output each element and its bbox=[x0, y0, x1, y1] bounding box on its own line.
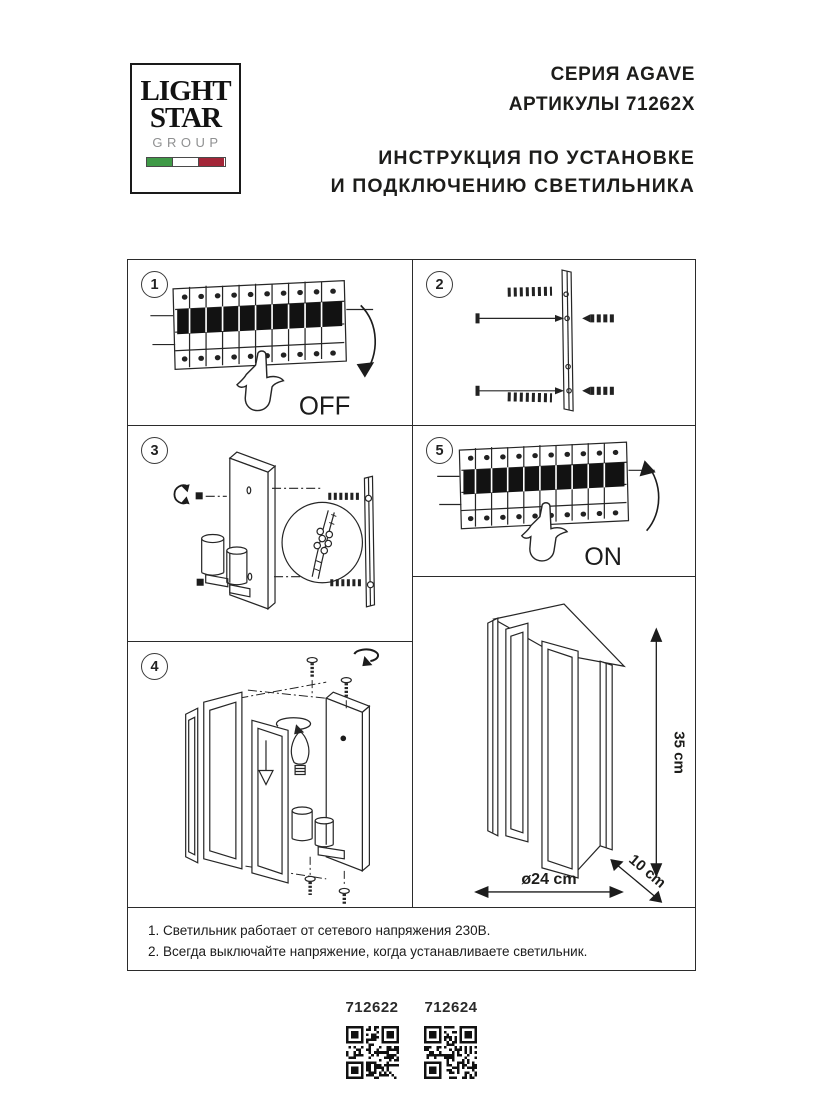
upper-screw bbox=[476, 313, 617, 323]
circuit-breaker-on-illustration bbox=[413, 426, 695, 576]
step-panel-1 bbox=[128, 260, 413, 426]
step-number-badge: 2 bbox=[426, 271, 453, 298]
off-label: OFF bbox=[298, 392, 351, 421]
step-panel-3 bbox=[128, 426, 413, 642]
top-screws bbox=[307, 658, 351, 699]
instruction-grid bbox=[127, 259, 696, 971]
dimensions-panel bbox=[413, 577, 695, 908]
qr-code-712622 bbox=[346, 1026, 399, 1079]
breaker-toggle-band bbox=[463, 462, 624, 494]
mounting-bracket-illustration bbox=[413, 260, 695, 425]
lightstar-logo bbox=[130, 63, 241, 194]
diameter-dimension-label: ø24 cm bbox=[521, 869, 577, 888]
bulb-icon bbox=[291, 731, 309, 774]
rotate-bulb-arrow bbox=[276, 718, 310, 730]
note-line-1: 1. Светильник работает от сетевого напряжения 230В. bbox=[148, 923, 491, 938]
article-number-712622: 712622 bbox=[345, 999, 399, 1016]
step-panel-5 bbox=[413, 426, 695, 577]
wall-strip bbox=[364, 476, 374, 607]
step-panel-2 bbox=[413, 260, 695, 426]
step-number-badge: 1 bbox=[141, 271, 168, 298]
dimensions-illustration bbox=[413, 577, 695, 907]
note-line-2: 2. Всегда выключайте напряжение, когда устанавливаете светильник. bbox=[148, 944, 588, 959]
bottom-screws bbox=[305, 876, 349, 905]
breaker-toggle-band bbox=[177, 301, 342, 334]
step-number-badge: 5 bbox=[426, 437, 453, 464]
logo-word-star: STAR bbox=[149, 102, 222, 134]
logo-word-light: LIGHT bbox=[140, 75, 231, 107]
notes-section bbox=[128, 908, 695, 970]
wire-detail-circle bbox=[282, 502, 362, 582]
logo-word-group: GROUP bbox=[152, 135, 223, 150]
lamp-frame-drawing bbox=[488, 604, 624, 878]
diameter-dimension bbox=[476, 887, 622, 897]
depth-dimension-label: 10 cm bbox=[625, 851, 669, 892]
flag-red-segment bbox=[199, 158, 224, 166]
pointing-hand-icon bbox=[522, 503, 567, 561]
rotate-icon bbox=[174, 484, 189, 504]
wall-anchor-bottom bbox=[508, 397, 552, 398]
article-number-712624: 712624 bbox=[424, 999, 478, 1016]
circuit-breaker-off-illustration bbox=[128, 260, 412, 425]
on-label: ON bbox=[584, 542, 622, 571]
step-panel-4 bbox=[128, 642, 413, 908]
italian-flag-bar bbox=[146, 157, 226, 167]
pointing-hand-icon bbox=[237, 351, 283, 411]
turn-on-arrow bbox=[647, 464, 659, 530]
flag-white-segment bbox=[173, 158, 199, 166]
instruction-title-line1: ИНСТРУКЦИЯ ПО УСТАНОВКЕ bbox=[378, 147, 695, 169]
step-number-badge: 3 bbox=[141, 437, 168, 464]
articles-title: АРТИКУЛЫ 71262X bbox=[508, 94, 695, 115]
flag-green-segment bbox=[147, 158, 173, 166]
series-title: СЕРИЯ AGAVE bbox=[550, 64, 695, 85]
step-number-badge: 4 bbox=[141, 653, 168, 680]
header bbox=[331, 60, 695, 200]
qr-code-712624 bbox=[424, 1026, 477, 1079]
shade-frames bbox=[186, 692, 288, 883]
height-dimension-label: 35 cm bbox=[670, 731, 688, 774]
height-dimension bbox=[651, 629, 661, 876]
assembly-illustration bbox=[128, 642, 412, 907]
wall-anchor-top bbox=[508, 291, 552, 292]
instruction-title-line2: И ПОДКЛЮЧЕНИЮ СВЕТИЛЬНИКА bbox=[330, 175, 695, 197]
fixture-mounting-illustration bbox=[128, 426, 412, 641]
